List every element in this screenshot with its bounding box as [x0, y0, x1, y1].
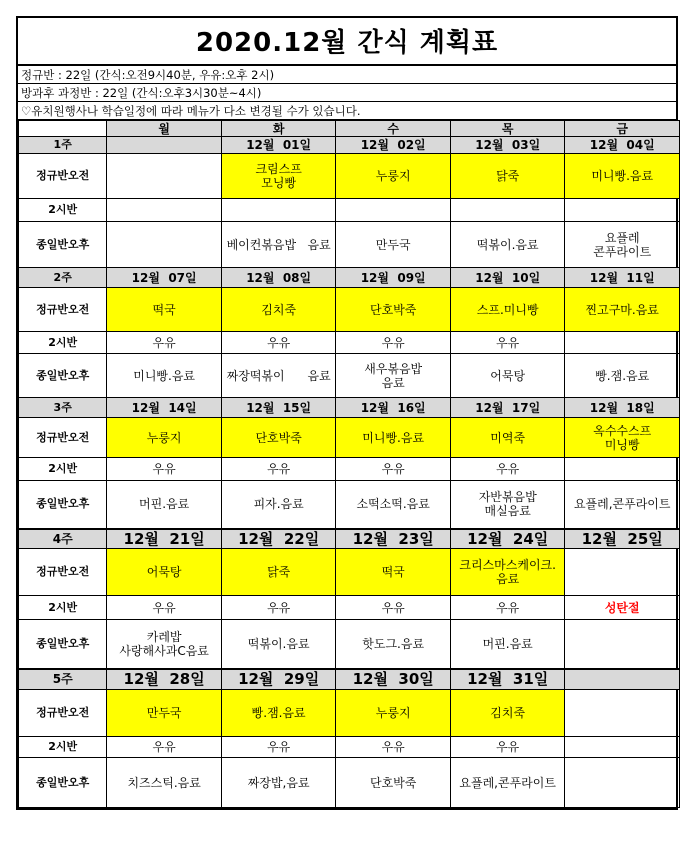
morning-cell-fri — [565, 690, 680, 737]
date-cell-tue: 12월 08일 — [221, 268, 336, 288]
date-cell-fri: 12월 18일 — [565, 398, 680, 418]
milk-cell-wed: 우유 — [336, 332, 451, 354]
info-line-regular: 정규반 : 22일 (간식:오전9시40분, 우유:오후 2시) — [16, 66, 678, 84]
milk-cell-wed: 우유 — [336, 596, 451, 620]
date-cell-fri — [565, 669, 680, 690]
afternoon-row — [19, 354, 680, 398]
morning-row — [19, 154, 680, 199]
morning-cell-mon: 누룽지 — [107, 418, 222, 458]
milk-row-label: 2시반 — [19, 458, 107, 481]
milk-row — [19, 458, 680, 481]
afternoon-cell-mon: 카레밥 사랑해사과C음료 — [107, 620, 222, 669]
afternoon-cell-thu: 머핀.음료 — [450, 620, 565, 669]
morning-cell-thu: 미역죽 — [450, 418, 565, 458]
afternoon-cell-tue: 떡볶이.음료 — [221, 620, 336, 669]
snack-plan-sheet — [16, 16, 678, 810]
milk-row — [19, 737, 680, 758]
morning-cell-fri: 찐고구마.음료 — [565, 288, 680, 332]
morning-row — [19, 549, 680, 596]
morning-cell-tue: 김치죽 — [221, 288, 336, 332]
milk-cell-thu: 우유 — [450, 737, 565, 758]
afternoon-row — [19, 758, 680, 808]
afternoon-cell-tue: 짜장밥,음료 — [221, 758, 336, 808]
milk-cell-mon: 우유 — [107, 332, 222, 354]
day-header-thu: 목 — [450, 121, 565, 137]
milk-row-label: 2시반 — [19, 737, 107, 758]
afternoon-row — [19, 481, 680, 529]
morning-row — [19, 690, 680, 737]
morning-cell-mon: 어묵탕 — [107, 549, 222, 596]
milk-row-label: 2시반 — [19, 199, 107, 222]
day-header-fri: 금 — [565, 121, 680, 137]
milk-cell-wed: 우유 — [336, 458, 451, 481]
morning-cell-wed: 떡국 — [336, 549, 451, 596]
milk-cell-mon: 우유 — [107, 458, 222, 481]
week-label: 4주 — [19, 529, 107, 549]
morning-cell-wed: 누룽지 — [336, 154, 451, 199]
date-cell-mon — [107, 137, 222, 154]
date-cell-thu: 12월 24일 — [450, 529, 565, 549]
date-cell-wed: 12월 09일 — [336, 268, 451, 288]
milk-cell-fri — [565, 737, 680, 758]
date-cell-tue: 12월 29일 — [221, 669, 336, 690]
date-cell-wed: 12월 16일 — [336, 398, 451, 418]
week-date-row — [19, 268, 680, 288]
week-date-row — [19, 398, 680, 418]
date-cell-tue: 12월 15일 — [221, 398, 336, 418]
date-cell-mon: 12월 21일 — [107, 529, 222, 549]
milk-row-label: 2시반 — [19, 596, 107, 620]
afternoon-cell-thu: 어묵탕 — [450, 354, 565, 398]
week-date-row — [19, 669, 680, 690]
milk-cell-tue: 우유 — [221, 458, 336, 481]
morning-cell-mon — [107, 154, 222, 199]
week-label: 1주 — [19, 137, 107, 154]
date-cell-fri: 12월 25일 — [565, 529, 680, 549]
afternoon-row — [19, 620, 680, 669]
afternoon-cell-wed: 핫도그.음료 — [336, 620, 451, 669]
morning-row — [19, 418, 680, 458]
afternoon-row — [19, 222, 680, 268]
morning-cell-tue: 단호박죽 — [221, 418, 336, 458]
afternoon-cell-tue: 베이컨볶음밥 음료 — [221, 222, 336, 268]
date-cell-thu: 12월 17일 — [450, 398, 565, 418]
morning-cell-thu: 김치죽 — [450, 690, 565, 737]
milk-cell-fri: 성탄절 — [565, 596, 680, 620]
afternoon-row-label: 종일반오후 — [19, 481, 107, 529]
milk-cell-thu: 우유 — [450, 596, 565, 620]
milk-cell-mon: 우유 — [107, 596, 222, 620]
morning-cell-wed: 단호박죽 — [336, 288, 451, 332]
morning-cell-fri: 미니빵.음료 — [565, 154, 680, 199]
info-line-notice: ♡유치원행사나 학습일정에 따라 메뉴가 다소 변경될 수가 있습니다. — [16, 102, 678, 120]
milk-cell-tue — [221, 199, 336, 222]
date-cell-tue: 12월 22일 — [221, 529, 336, 549]
morning-cell-tue: 빵.잼.음료 — [221, 690, 336, 737]
milk-row-label: 2시반 — [19, 332, 107, 354]
morning-cell-mon: 만두국 — [107, 690, 222, 737]
morning-cell-thu: 닭죽 — [450, 154, 565, 199]
milk-cell-tue: 우유 — [221, 332, 336, 354]
afternoon-cell-thu: 자반볶음밥 매실음료 — [450, 481, 565, 529]
date-cell-mon: 12월 14일 — [107, 398, 222, 418]
day-header-row — [19, 121, 680, 137]
afternoon-row-label: 종일반오후 — [19, 222, 107, 268]
info-line-afterschool: 방과후 과정반 : 22일 (간식:오후3시30분~4시) — [16, 84, 678, 102]
afternoon-cell-wed: 만두국 — [336, 222, 451, 268]
milk-cell-thu — [450, 199, 565, 222]
morning-cell-tue: 크림스프 모닝빵 — [221, 154, 336, 199]
milk-cell-mon — [107, 199, 222, 222]
date-cell-thu: 12월 31일 — [450, 669, 565, 690]
afternoon-cell-mon — [107, 222, 222, 268]
week-date-row — [19, 529, 680, 549]
milk-cell-thu: 우유 — [450, 332, 565, 354]
menu-table-frame — [16, 120, 678, 810]
afternoon-row-label: 종일반오후 — [19, 354, 107, 398]
milk-cell-mon: 우유 — [107, 737, 222, 758]
milk-cell-tue: 우유 — [221, 596, 336, 620]
date-cell-thu: 12월 10일 — [450, 268, 565, 288]
morning-row-label: 정규반오전 — [19, 154, 107, 199]
day-header-wed: 수 — [336, 121, 451, 137]
day-header-tue: 화 — [221, 121, 336, 137]
morning-cell-thu: 크리스마스케이크. 음료 — [450, 549, 565, 596]
week-date-row — [19, 137, 680, 154]
morning-row-label: 정규반오전 — [19, 288, 107, 332]
week-label: 3주 — [19, 398, 107, 418]
morning-row — [19, 288, 680, 332]
afternoon-cell-wed: 새우볶음밥 음료 — [336, 354, 451, 398]
date-cell-wed: 12월 23일 — [336, 529, 451, 549]
menu-table — [18, 120, 680, 808]
morning-row-label: 정규반오전 — [19, 690, 107, 737]
afternoon-cell-thu: 떡볶이.음료 — [450, 222, 565, 268]
milk-cell-thu: 우유 — [450, 458, 565, 481]
afternoon-cell-wed: 소떡소떡.음료 — [336, 481, 451, 529]
date-cell-thu: 12월 03일 — [450, 137, 565, 154]
date-cell-tue: 12월 01일 — [221, 137, 336, 154]
date-cell-fri: 12월 04일 — [565, 137, 680, 154]
afternoon-cell-wed: 단호박죽 — [336, 758, 451, 808]
corner-cell — [19, 121, 107, 137]
afternoon-cell-fri — [565, 620, 680, 669]
milk-row — [19, 199, 680, 222]
afternoon-cell-mon: 미니빵.음료 — [107, 354, 222, 398]
morning-cell-mon: 떡국 — [107, 288, 222, 332]
milk-cell-wed — [336, 199, 451, 222]
week-label: 5주 — [19, 669, 107, 690]
afternoon-cell-fri: 요플레,콘푸라이트 — [565, 481, 680, 529]
afternoon-cell-mon: 머핀.음료 — [107, 481, 222, 529]
date-cell-wed: 12월 30일 — [336, 669, 451, 690]
afternoon-cell-thu: 요플레,콘푸라이트 — [450, 758, 565, 808]
afternoon-row-label: 종일반오후 — [19, 758, 107, 808]
milk-row — [19, 332, 680, 354]
afternoon-cell-fri: 빵.잼.음료 — [565, 354, 680, 398]
date-cell-mon: 12월 07일 — [107, 268, 222, 288]
day-header-mon: 월 — [107, 121, 222, 137]
date-cell-wed: 12월 02일 — [336, 137, 451, 154]
morning-row-label: 정규반오전 — [19, 418, 107, 458]
milk-cell-fri — [565, 458, 680, 481]
afternoon-cell-mon: 치즈스틱.음료 — [107, 758, 222, 808]
milk-cell-tue: 우유 — [221, 737, 336, 758]
date-cell-fri: 12월 11일 — [565, 268, 680, 288]
date-cell-mon: 12월 28일 — [107, 669, 222, 690]
milk-row — [19, 596, 680, 620]
afternoon-cell-tue: 짜장떡볶이 음료 — [221, 354, 336, 398]
afternoon-cell-tue: 피자.음료 — [221, 481, 336, 529]
morning-cell-fri: 옥수수스프 미닝빵 — [565, 418, 680, 458]
morning-cell-tue: 닭죽 — [221, 549, 336, 596]
page-title: 2020.12월 간식 계획표 — [16, 16, 678, 66]
afternoon-row-label: 종일반오후 — [19, 620, 107, 669]
afternoon-cell-fri — [565, 758, 680, 808]
morning-row-label: 정규반오전 — [19, 549, 107, 596]
morning-cell-thu: 스프.미니빵 — [450, 288, 565, 332]
morning-cell-wed: 누룽지 — [336, 690, 451, 737]
afternoon-cell-fri: 요플레 콘푸라이트 — [565, 222, 680, 268]
morning-cell-fri — [565, 549, 680, 596]
milk-cell-fri — [565, 199, 680, 222]
milk-cell-fri — [565, 332, 680, 354]
week-label: 2주 — [19, 268, 107, 288]
milk-cell-wed: 우유 — [336, 737, 451, 758]
morning-cell-wed: 미니빵.음료 — [336, 418, 451, 458]
